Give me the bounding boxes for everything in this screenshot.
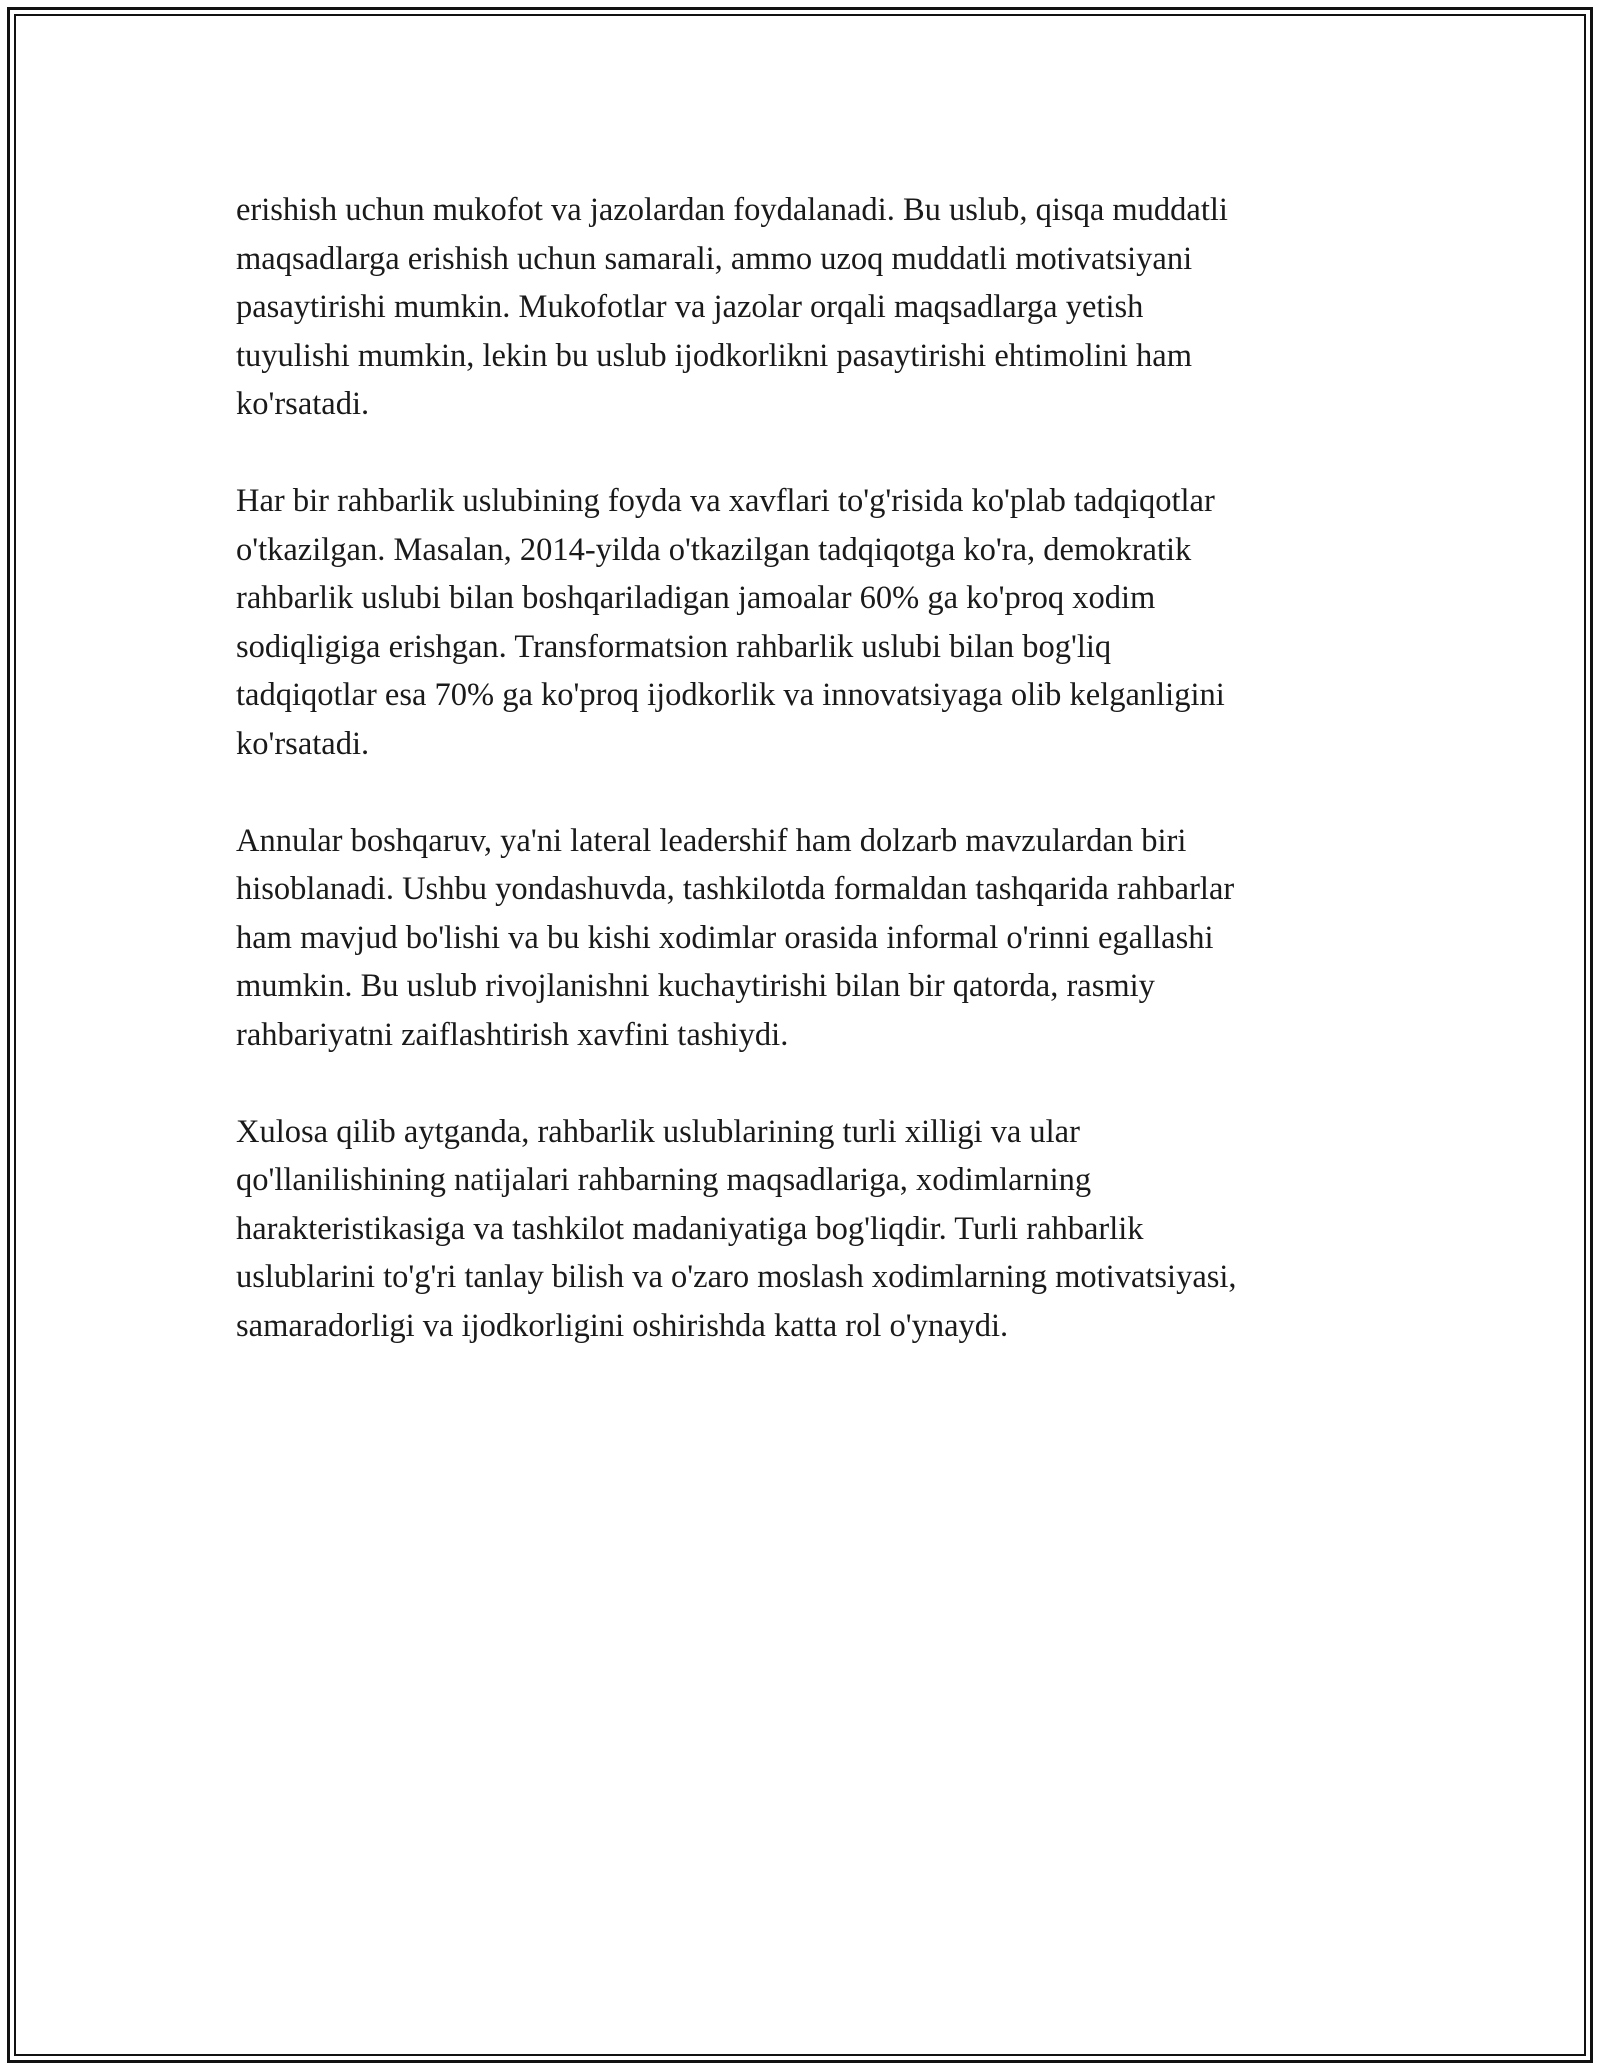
text-line: tadqiqotlar esa 70% ga ko'proq ijodkorlik va innovatsiyaga olib kelganligini — [236, 677, 1225, 713]
text-line: mumkin. Bu uslub rivojlanishni kuchaytirishi bilan bir qatorda, rasmiy — [236, 968, 1155, 1004]
text-line: o'tkazilgan. Masalan, 2014-yilda o'tkazilgan tadqiqotga ko'ra, demokratik — [236, 531, 1192, 568]
text-line: Har bir rahbarlik uslubining foyda va xavflari to'g'risida ko'plab tadqiqotlar — [236, 483, 1215, 519]
text-line: ko'rsatadi. — [236, 725, 370, 762]
text-line: qo'llanilishining natijalari rahbarning maqsadlariga, xodimlarning — [236, 1162, 1092, 1198]
text-line: rahbariyatni zaiflashtirish xavfini tashiydi. — [236, 1016, 789, 1053]
text-line: ham mavjud bo'lishi va bu kishi xodimlar orasida informal o'rinni egallashi — [236, 919, 1214, 956]
text-line: tuyulishi mumkin, lekin bu uslub ijodkorlikni pasaytirishi ehtimolini ham — [236, 337, 1193, 374]
text-line: harakteristikasiga va tashkilot madaniyatiga bog'liqdir. Turli rahbarlik — [236, 1210, 1144, 1247]
text-line: samaradorligi va ijodkorligini oshirishda katta rol o'ynaydi. — [236, 1307, 1009, 1344]
document-body — [236, 186, 1376, 1399]
text-line: rahbarlik uslubi bilan boshqariladigan jamoalar 60% ga ko'proq xodim — [236, 580, 1156, 616]
paragraph-2 — [236, 477, 1376, 768]
paragraph-3 — [236, 817, 1376, 1060]
text-line: uslublarini to'g'ri tanlay bilish va o'zaro moslash xodimlarning motivatsiyasi, — [236, 1259, 1237, 1295]
text-line: hisoblanadi. Ushbu yondashuvda, tashkilotda formaldan tashqarida rahbarlar — [236, 871, 1235, 907]
text-line: ko'rsatadi. — [236, 386, 370, 422]
paragraph-1 — [236, 186, 1376, 429]
text-line: Xulosa qilib aytganda, rahbarlik uslublarining turli xilligi va ular — [236, 1113, 1080, 1150]
paragraph-4 — [236, 1108, 1376, 1351]
text-line: maqsadlarga erishish uchun samarali, ammo uzoq muddatli motivatsiyani — [236, 240, 1193, 277]
text-line: erishish uchun mukofot va jazolardan foydalanadi. Bu uslub, qisqa muddatli — [236, 192, 1228, 228]
text-line: sodiqligiga erishgan. Transformatsion rahbarlik uslubi bilan bog'liq — [236, 628, 1112, 665]
text-line: Annular boshqaruv, ya'ni lateral leadershif ham dolzarb mavzulardan biri — [236, 822, 1187, 859]
text-line: pasaytirishi mumkin. Mukofotlar va jazolar orqali maqsadlarga yetish — [236, 289, 1144, 325]
